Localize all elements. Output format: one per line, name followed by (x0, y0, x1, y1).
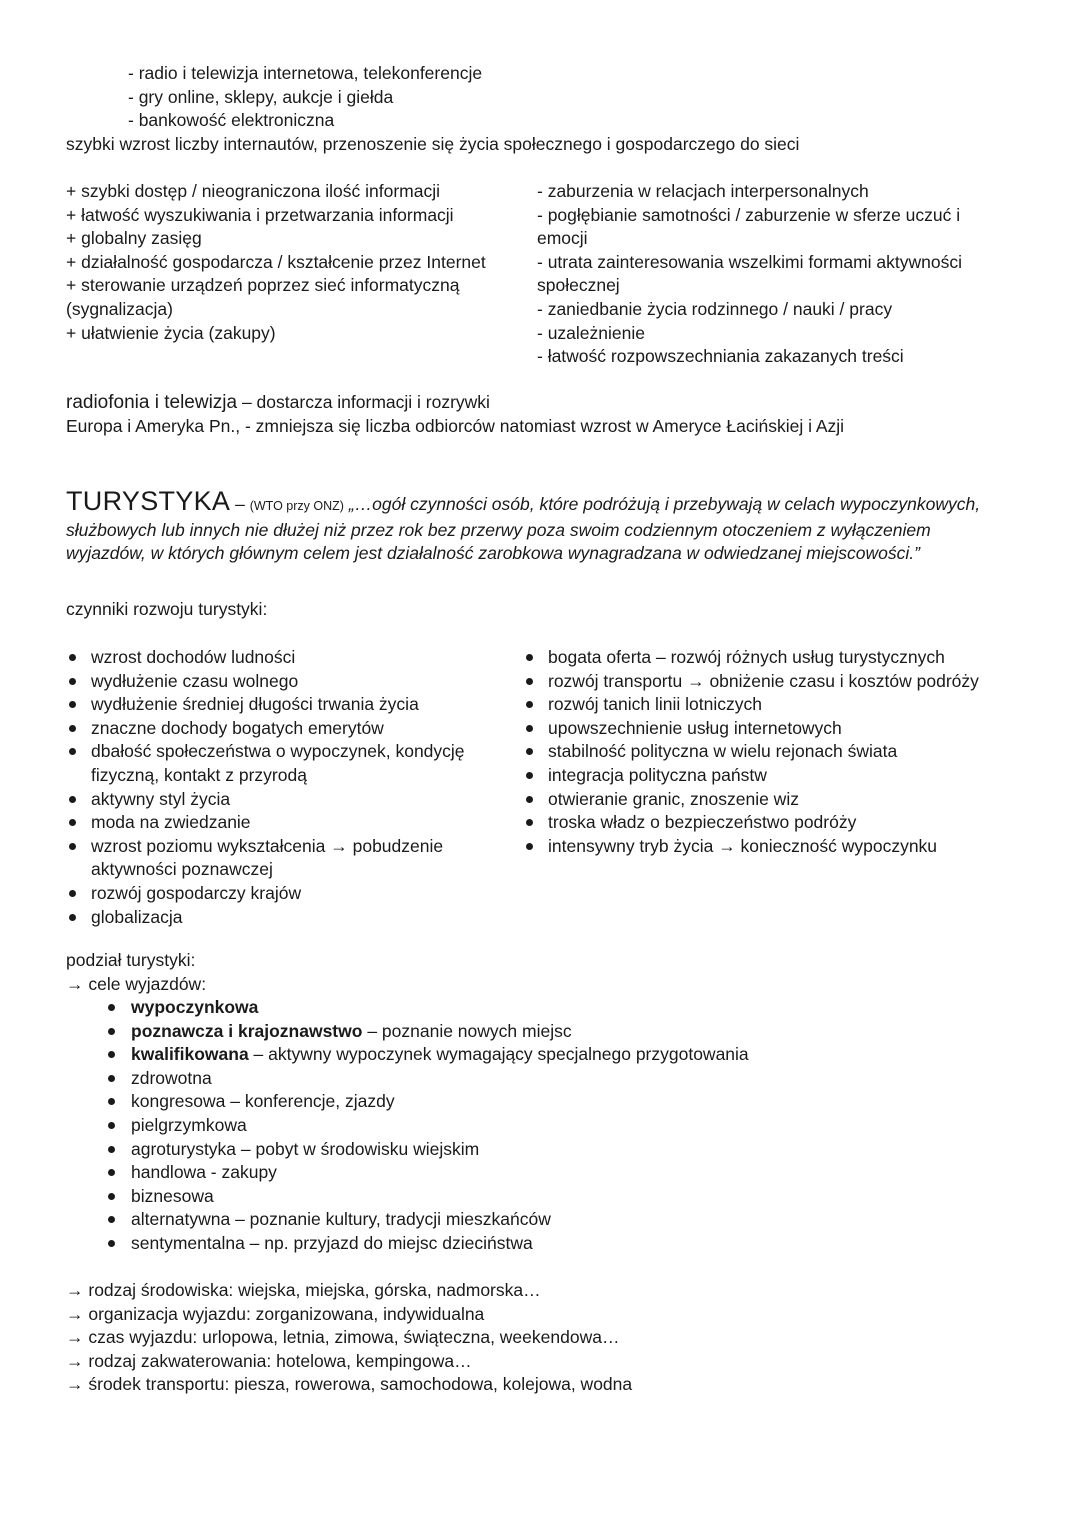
list-item: sentymentalna – np. przyjazd do miejsc dzieciństwa (106, 1232, 1006, 1256)
list-item: + sterowanie urządzeń poprzez sieć informatyczną (sygnalizacja) (66, 275, 460, 319)
list-item: → rodzaj środowiska: wiejska, miejska, górska, nadmorska… (66, 1280, 541, 1300)
list-item: wypoczynkowa (106, 996, 1006, 1020)
division-label: podział turystyki: (66, 950, 196, 970)
list-item: - gry online, sklepy, aukcje i giełda (128, 86, 394, 107)
goals-label: → cele wyjazdów: (66, 973, 207, 994)
list-item: otwieranie granic, znoszenie wiz (523, 788, 1023, 812)
list-item: pielgrzymkowa (106, 1114, 1006, 1138)
internet-services-list (128, 62, 482, 133)
list-item: handlowa - zakupy (106, 1161, 1006, 1185)
tourism-definition (66, 486, 1016, 566)
list-item: globalizacja (66, 906, 486, 930)
goals-list (106, 996, 1006, 1256)
definition-line: wyjazdów, w których głównym celem jest działalność zarobkowa wynagradzana w odwiedzanej miejscowości.” (66, 543, 920, 564)
list-item: stabilność polityczna w wielu rejonach świata (523, 740, 1023, 764)
list-item: - uzależnienie (537, 322, 645, 343)
list-item: - zaniedbanie życia rodzinnego / nauki / pracy (537, 298, 893, 319)
list-item: wzrost poziomu wykształcenia → pobudzenie aktywności poznawczej (66, 835, 486, 882)
division-criteria (66, 1279, 632, 1397)
list-item: + łatwość wyszukiwania i przetwarzania informacji (66, 204, 454, 225)
list-item: wydłużenie średniej długości trwania życia (66, 693, 486, 717)
heading-dash: – (230, 494, 250, 514)
list-item: - radio i telewizja internetowa, telekonferencje (128, 63, 483, 83)
page-title: TURYSTYKA (66, 486, 231, 516)
list-item: wydłużenie czasu wolnego (66, 670, 486, 694)
definition-line: „…ogół czynności osób, które podróżują i przebywają w celach wypoczynkowych, (348, 494, 981, 514)
list-item: + globalny zasięg (66, 228, 202, 249)
list-item: kongresowa – konferencje, zjazdy (106, 1090, 1006, 1114)
list-item: - łatwość rozpowszechniania zakazanych treści (537, 346, 904, 367)
list-item: → czas wyjazdu: urlopowa, letnia, zimowa, świąteczna, weekendowa… (66, 1327, 620, 1348)
list-item: wzrost dochodów ludności (66, 646, 486, 670)
list-item: intensywny tryb życia → konieczność wypoczynku (523, 835, 1023, 859)
list-item: + ułatwienie życia (zakupy) (66, 322, 276, 343)
list-item: znaczne dochody bogatych emerytów (66, 717, 486, 741)
list-item: rozwój transportu → obniżenie czasu i kosztów podróży (523, 670, 1023, 694)
list-item: rozwój gospodarczy krajów (66, 882, 486, 906)
list-item: + szybki dostęp / nieograniczona ilość informacji (66, 181, 441, 201)
division-section (66, 949, 206, 996)
radio-tv-term: radiofonia i telewizja (66, 392, 238, 413)
list-item: rozwój tanich linii lotniczych (523, 693, 1023, 717)
list-item: agroturystyka – pobyt w środowisku wiejskim (106, 1138, 1006, 1162)
list-item: - utrata zainteresowania wszelkimi formami aktywności społecznej (537, 251, 962, 296)
internet-disadvantages (537, 180, 1007, 369)
list-item: upowszechnienie usług internetowych (523, 717, 1023, 741)
list-item: kwalifikowana – aktywny wypoczynek wymagający specjalnego przygotowania (106, 1043, 1006, 1067)
factors-list-right (523, 646, 1023, 858)
definition-source: (WTO przy ONZ) (249, 499, 344, 513)
list-item: zdrowotna (106, 1067, 1006, 1091)
list-item: alternatywna – poznanie kultury, tradycji mieszkańców (106, 1208, 1006, 1232)
list-item: biznesowa (106, 1185, 1006, 1209)
list-item: → organizacja wyjazdu: zorganizowana, indywidualna (66, 1303, 485, 1324)
list-item: - pogłębianie samotności / zaburzenie w sferze uczuć i emocji (537, 204, 961, 249)
factors-label: czynniki rozwoju turystyki: (66, 599, 268, 619)
list-item: bogata oferta – rozwój różnych usług turystycznych (523, 646, 1023, 670)
internet-advantages (66, 180, 496, 345)
list-item: poznawcza i krajoznawstwo – poznanie nowych miejsc (106, 1020, 1006, 1044)
radio-tv-desc: – dostarcza informacji i rozrywki (237, 392, 490, 412)
list-item: moda na zwiedzanie (66, 811, 486, 835)
list-item: → środek transportu: piesza, rowerowa, samochodowa, kolejowa, wodna (66, 1374, 633, 1395)
factors-list-left (66, 646, 486, 929)
list-item: aktywny styl życia (66, 788, 486, 812)
definition-line: służbowych lub innych nie dłużej niż przez rok bez przerwy poza swoim codziennym otoczeniem z wyłączeniem (66, 519, 931, 540)
list-item: troska władz o bezpieczeństwo podróży (523, 811, 1023, 835)
list-item: integracja polityczna państw (523, 764, 1023, 788)
radio-tv-section (66, 391, 844, 438)
list-item: + działalność gospodarcza / kształcenie przez Internet (66, 251, 486, 272)
list-item: - bankowość elektroniczna (128, 110, 335, 131)
list-item: dbałość społeczeństwa o wypoczynek, kondycję fizyczną, kontakt z przyrodą (66, 740, 486, 787)
internet-summary: szybki wzrost liczby internautów, przenoszenie się życia społecznego i gospodarczego do sieci (66, 134, 800, 154)
list-item: - zaburzenia w relacjach interpersonalnych (537, 181, 869, 201)
radio-tv-trend: Europa i Ameryka Pn., - zmniejsza się liczba odbiorców natomiast wzrost w Ameryce Łacińskiej i Azji (66, 415, 845, 436)
list-item: → rodzaj zakwaterowania: hotelowa, kempingowa… (66, 1350, 472, 1371)
